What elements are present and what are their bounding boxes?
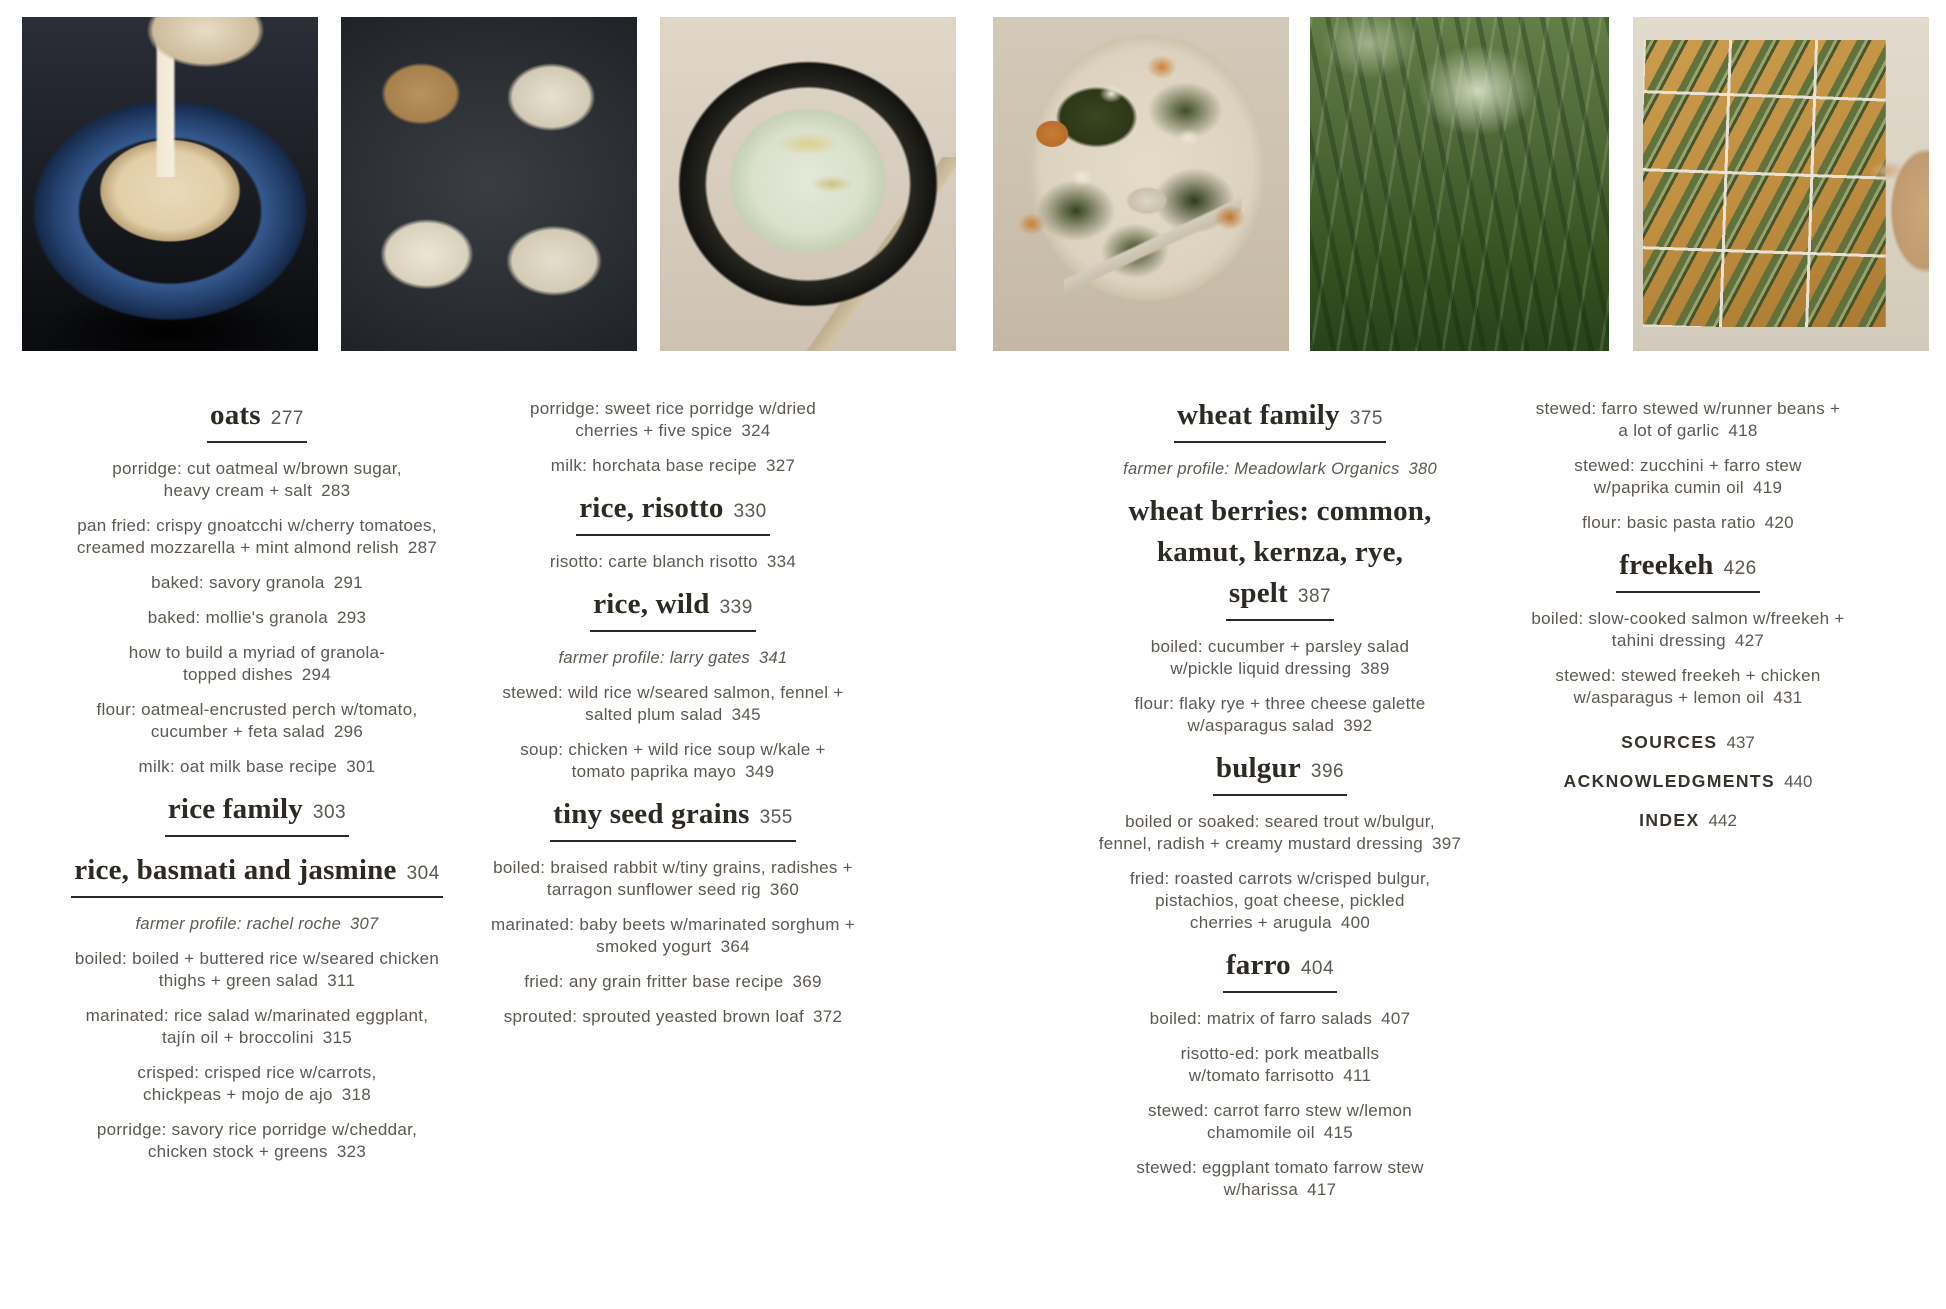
- farmer-profile-entry: [478, 647, 868, 669]
- entry-text: w/harissa: [1223, 1180, 1299, 1199]
- entry-text: porridge: cut oatmeal w/brown sugar,: [112, 459, 402, 478]
- entry-text: boiled or soaked: seared trout w/bulgur,: [1125, 812, 1435, 831]
- toc-entry: [1085, 636, 1475, 680]
- page-number: 307: [350, 915, 379, 933]
- section-heading: [478, 490, 868, 536]
- section-heading: [478, 586, 868, 632]
- entry-text: farmer profile: larry gates: [558, 649, 751, 667]
- page-number: 283: [321, 481, 351, 500]
- endmatter-title: ACKNOWLEDGMENTS: [1563, 771, 1776, 791]
- page-number: 294: [301, 665, 332, 684]
- page-number: 293: [336, 608, 367, 627]
- entry-text: stewed: farro stewed w/runner beans +: [1535, 399, 1841, 418]
- page-number: 431: [1773, 688, 1803, 707]
- page-number: 345: [731, 705, 761, 724]
- page-number: 442: [1708, 811, 1737, 830]
- toc-entry: [52, 948, 462, 992]
- endmatter-title: INDEX: [1639, 810, 1700, 830]
- farmer-profile-entry: [52, 913, 462, 935]
- page-number: 287: [407, 538, 438, 557]
- section-title: farro: [1225, 949, 1291, 981]
- entry-text: heavy cream + salt: [163, 481, 313, 500]
- page-number: 427: [1734, 631, 1765, 650]
- entry-text: a lot of garlic: [1618, 421, 1720, 440]
- toc-entry: [1085, 868, 1475, 934]
- section-heading-line: [1213, 750, 1347, 796]
- toc-entry: [1085, 1100, 1475, 1144]
- porridge-bowl-photo: [660, 17, 956, 351]
- section-heading-line: [1128, 493, 1431, 534]
- entry-text: pistachios, goat cheese, pickled: [1155, 891, 1405, 910]
- page-number: 389: [1360, 659, 1390, 678]
- entry-text: farmer profile: rachel roche: [135, 915, 342, 933]
- entry-text: tajín oil + broccolini: [162, 1028, 314, 1047]
- section-title: rice, basmati and jasmine: [74, 854, 397, 886]
- entry-text: thighs + green salad: [158, 971, 319, 990]
- toc-entry: [52, 572, 462, 594]
- page-number: 437: [1726, 733, 1755, 752]
- page-number: 380: [1408, 460, 1437, 478]
- section-heading: [1085, 750, 1475, 796]
- page-number: 301: [346, 757, 376, 776]
- entry-text: w/tomato farrisotto: [1188, 1066, 1335, 1085]
- entry-text: boiled: braised rabbit w/tiny grains, radishes +: [493, 858, 853, 877]
- section-heading-line: [1226, 575, 1334, 621]
- page-number: 360: [769, 880, 800, 899]
- entry-text: topped dishes: [182, 665, 293, 684]
- page-number: 387: [1297, 586, 1332, 607]
- entry-text: w/asparagus + lemon oil: [1573, 688, 1765, 707]
- entry-text: porridge: sweet rice porridge w/dried: [529, 399, 817, 418]
- page-number: 404: [1300, 958, 1335, 979]
- entry-text: flour: oatmeal-encrusted perch w/tomato,: [96, 700, 418, 719]
- toc-entry: [478, 1006, 868, 1028]
- toc-column-3: [1085, 393, 1475, 1214]
- section-heading: [1085, 947, 1475, 993]
- entry-text: creamed mozzarella + mint almond relish: [76, 538, 399, 557]
- page-number: 349: [745, 762, 775, 781]
- section-title: spelt: [1228, 577, 1288, 609]
- entry-text: stewed: carrot farro stew w/lemon: [1147, 1101, 1413, 1120]
- rice-varieties-photo: [341, 17, 637, 351]
- page-number: 324: [741, 421, 771, 440]
- page-number: 341: [759, 649, 788, 667]
- toc-column-4: [1518, 398, 1858, 848]
- section-title: tiny seed grains: [553, 798, 750, 830]
- page-number: 417: [1307, 1180, 1337, 1199]
- section-heading-line: [207, 397, 307, 443]
- entry-text: chamomile oil: [1206, 1123, 1315, 1142]
- page-number: 334: [766, 552, 797, 571]
- entry-text: smoked yogurt: [596, 937, 712, 956]
- entry-text: milk: horchata base recipe: [550, 456, 757, 475]
- entry-text: baked: mollie's granola: [147, 608, 328, 627]
- page-number: 411: [1343, 1066, 1372, 1085]
- endmatter-entry: [1518, 731, 1858, 754]
- entry-text: cherries + five spice: [575, 421, 733, 440]
- page-number: 418: [1728, 421, 1758, 440]
- endmatter-entry: [1518, 770, 1858, 793]
- entry-text: milk: oat milk base recipe: [138, 757, 338, 776]
- section-heading-line: [1616, 547, 1759, 593]
- page-number: 323: [336, 1142, 367, 1161]
- toc-entry: [478, 971, 868, 993]
- entry-text: pan fried: crispy gnoatcchi w/cherry tomatoes,: [77, 516, 437, 535]
- entry-text: soup: chicken + wild rice soup w/kale +: [520, 740, 826, 759]
- page-number: 407: [1381, 1009, 1411, 1028]
- page-number: 330: [733, 501, 767, 522]
- section-heading: [478, 796, 868, 842]
- entry-text: flour: basic pasta ratio: [1582, 513, 1756, 532]
- entry-text: risotto: carte blanch risotto: [549, 552, 758, 571]
- section-title: oats: [210, 399, 261, 431]
- page-number: 415: [1323, 1123, 1354, 1142]
- entry-text: flour: flaky rye + three cheese galette: [1134, 694, 1426, 713]
- toc-entry: [1518, 398, 1858, 442]
- toc-entry: [52, 756, 462, 778]
- toc-entry: [478, 914, 868, 958]
- page-number: 318: [341, 1085, 372, 1104]
- toc-entry: [1518, 665, 1858, 709]
- endmatter-title: SOURCES: [1621, 732, 1718, 752]
- entry-text: boiled: boiled + buttered rice w/seared chicken: [74, 949, 440, 968]
- entry-text: marinated: baby beets w/marinated sorghum +: [491, 915, 855, 934]
- entry-text: crisped: crisped rice w/carrots,: [137, 1063, 377, 1082]
- page-number: 355: [759, 807, 793, 828]
- entry-text: marinated: rice salad w/marinated eggplant,: [85, 1006, 429, 1025]
- section-heading-line: [71, 852, 443, 898]
- page-number: 311: [327, 971, 356, 990]
- toc-entry: [1085, 1157, 1475, 1201]
- entry-text: stewed: wild rice w/seared salmon, fennel +: [502, 683, 844, 702]
- entry-text: porridge: savory rice porridge w/cheddar,: [96, 1120, 418, 1139]
- page-number: 426: [1723, 558, 1757, 579]
- entry-text: fried: any grain fritter base recipe: [524, 972, 784, 991]
- toc-entry: [1518, 455, 1858, 499]
- page-number: 296: [333, 722, 364, 741]
- page-number: 304: [406, 863, 440, 884]
- entry-text: boiled: slow-cooked salmon w/freekeh +: [1531, 609, 1845, 628]
- kale-sweet-potato-photo: [993, 17, 1289, 351]
- toc-entry: [52, 699, 462, 743]
- page-number: 397: [1432, 834, 1462, 853]
- section-title: kamut, kernza, rye,: [1156, 536, 1404, 568]
- section-title: rice, risotto: [579, 492, 724, 524]
- entry-text: w/asparagus salad: [1187, 716, 1335, 735]
- toc-entry: [478, 455, 868, 477]
- entry-text: tomato paprika mayo: [571, 762, 737, 781]
- toc-entry: [52, 1062, 462, 1106]
- page-number: 375: [1349, 408, 1383, 429]
- toc-entry: [1518, 608, 1858, 652]
- toc-entry: [478, 739, 868, 783]
- entry-text: boiled: matrix of farro salads: [1149, 1009, 1373, 1028]
- entry-text: tarragon sunflower seed rig: [546, 880, 761, 899]
- page-number: 277: [270, 408, 304, 429]
- zucchini-flatbread-photo: [1633, 17, 1929, 351]
- page-number: 364: [720, 937, 750, 956]
- section-title: wheat berries: common,: [1128, 495, 1432, 527]
- section-heading: [52, 397, 462, 443]
- toc-entry: [478, 551, 868, 573]
- toc-entry: [1085, 693, 1475, 737]
- page-number: 400: [1340, 913, 1371, 932]
- section-heading-line: [1174, 397, 1386, 443]
- section-heading-line: [1157, 534, 1403, 575]
- entry-text: how to build a myriad of granola-: [128, 643, 386, 662]
- section-heading: [1085, 397, 1475, 443]
- section-heading: [52, 791, 462, 837]
- page-number: 303: [312, 802, 347, 823]
- entry-text: cucumber + feta salad: [150, 722, 325, 741]
- entry-text: risotto-ed: pork meatballs: [1180, 1044, 1380, 1063]
- page-number: 291: [333, 573, 363, 592]
- section-title: rice family: [167, 793, 303, 825]
- section-heading-line: [165, 791, 349, 837]
- section-title: freekeh: [1619, 549, 1714, 581]
- toc-entry: [52, 1119, 462, 1163]
- section-heading: [1518, 547, 1858, 593]
- entry-text: stewed: eggplant tomato farrow stew: [1136, 1158, 1424, 1177]
- section-title: rice, wild: [593, 588, 710, 620]
- page-number: 396: [1310, 761, 1345, 782]
- section-heading: [52, 852, 462, 898]
- grain-field-photo: [1310, 17, 1609, 351]
- oatmeal-pot-photo: [22, 17, 318, 351]
- endmatter-entry: [1518, 809, 1858, 832]
- entry-text: cherries + arugula: [1189, 913, 1332, 932]
- page-number: 339: [719, 597, 753, 618]
- section-heading-line: [1223, 947, 1337, 993]
- entry-text: stewed: stewed freekeh + chicken: [1555, 666, 1821, 685]
- toc-entry: [52, 515, 462, 559]
- page-number: 369: [792, 972, 822, 991]
- section-heading-line: [550, 796, 796, 842]
- entry-text: sprouted: sprouted yeasted brown loaf: [503, 1007, 805, 1026]
- toc-entry: [1085, 811, 1475, 855]
- entry-text: fried: roasted carrots w/crisped bulgur,: [1129, 869, 1431, 888]
- page-number: 315: [322, 1028, 352, 1047]
- entry-text: salted plum salad: [585, 705, 723, 724]
- page-number: 372: [813, 1007, 843, 1026]
- entry-text: chicken stock + greens: [147, 1142, 328, 1161]
- page-number: 327: [765, 456, 796, 475]
- entry-text: chickpeas + mojo de ajo: [142, 1085, 333, 1104]
- entry-text: stewed: zucchini + farro stew: [1574, 456, 1802, 475]
- entry-text: tahini dressing: [1611, 631, 1726, 650]
- entry-text: boiled: cucumber + parsley salad: [1150, 637, 1410, 656]
- entry-text: w/paprika cumin oil: [1593, 478, 1744, 497]
- toc-entry: [1518, 512, 1858, 534]
- toc-entry: [52, 458, 462, 502]
- toc-column-1: [52, 393, 462, 1176]
- section-heading-line: [576, 490, 770, 536]
- entry-text: farmer profile: Meadowlark Organics: [1123, 460, 1400, 478]
- page-number: 420: [1764, 513, 1794, 532]
- toc-entry: [52, 607, 462, 629]
- toc-entry: [478, 857, 868, 901]
- farmer-profile-entry: [1085, 458, 1475, 480]
- toc-entry: [478, 398, 868, 442]
- section-heading-line: [590, 586, 756, 632]
- page-number: 440: [1784, 772, 1813, 791]
- toc-column-2: [478, 398, 868, 1041]
- toc-entry: [52, 1005, 462, 1049]
- page-number: 392: [1343, 716, 1373, 735]
- section-title: bulgur: [1215, 752, 1301, 784]
- section-heading: [1085, 493, 1475, 621]
- page-number: 419: [1753, 478, 1783, 497]
- toc-entry: [1085, 1043, 1475, 1087]
- entry-text: fennel, radish + creamy mustard dressing: [1098, 834, 1424, 853]
- toc-entry: [478, 682, 868, 726]
- toc-entry: [52, 642, 462, 686]
- entry-text: baked: savory granola: [151, 573, 325, 592]
- toc-entry: [1085, 1008, 1475, 1030]
- section-title: wheat family: [1177, 399, 1340, 431]
- entry-text: w/pickle liquid dressing: [1170, 659, 1352, 678]
